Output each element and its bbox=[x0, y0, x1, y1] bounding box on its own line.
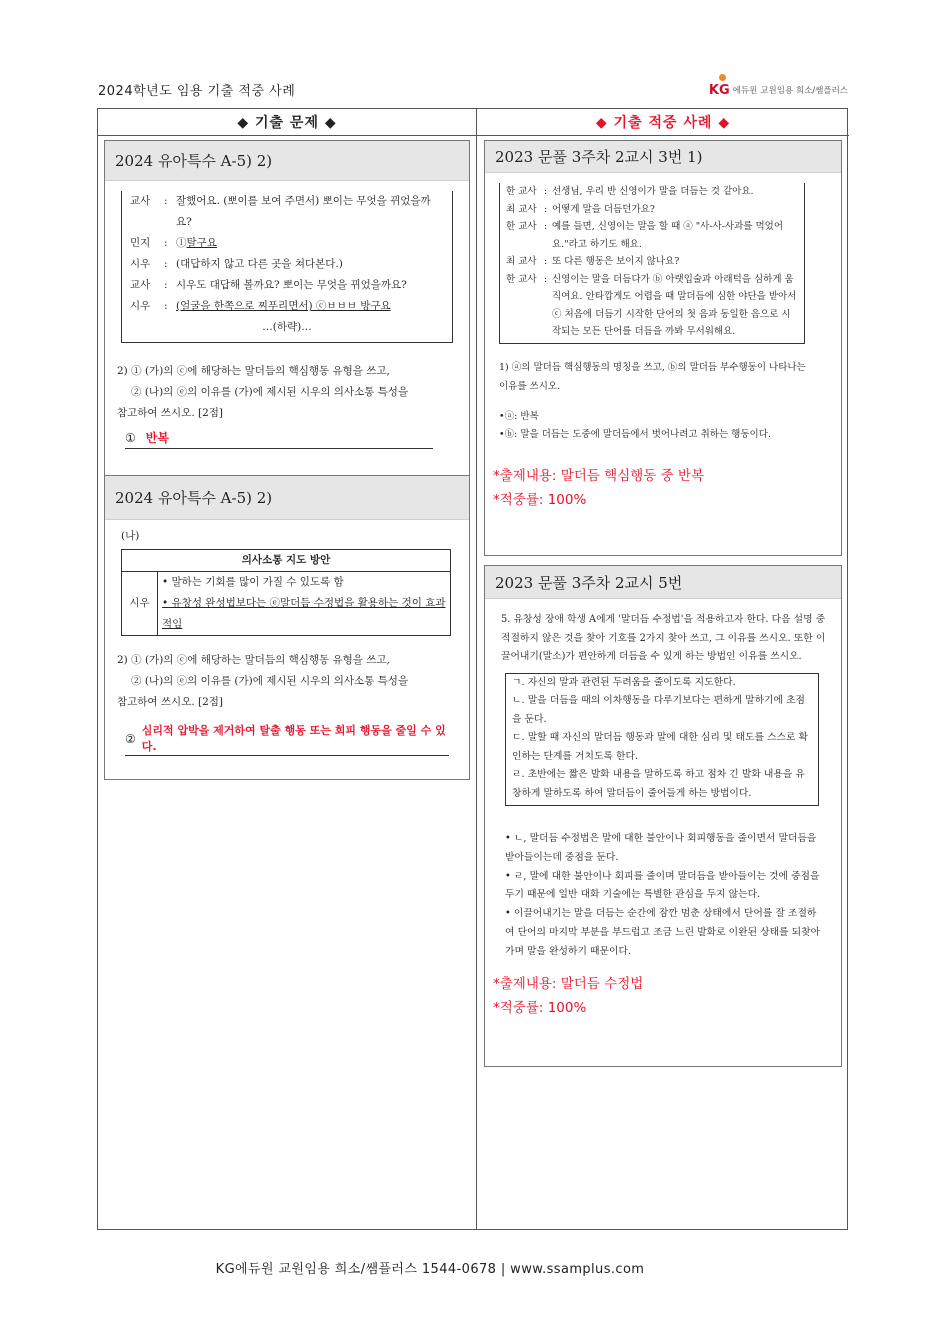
dialogue-box bbox=[121, 191, 453, 343]
row-items: • 말하는 기회를 많이 가질 수 있도록 함 • 유창성 완성법보다는 ⓔ말더듬 수정법을 활용하는 것이 효과적임 bbox=[158, 572, 451, 636]
answer-list: •ⓐ: 반복 •ⓑ: 말을 더듬는 도중에 말더듬에서 벗어나려고 취하는 행동이다. bbox=[499, 410, 771, 440]
column-divider bbox=[476, 109, 477, 1229]
options-box: ㄱ. 자신의 말과 관련된 두려움을 줄이도록 지도한다. ㄴ. 말을 더듬을 때의 이차행동을 다루기보다는 편하게 말하기에 초점을 둔다. ㄷ. 말할 때 자신의 말더듬 행동과 말에 대한 심리 및 태도를 스스로 확인하는 단계를 거치도록 한다. ㄹ. 초반에는 짧은 발화 내용을 말하도록 하고 점차 긴 발화 내용을 유창하게 말하도록 하여 말더듬이 줄어들게 하는 방법이다. bbox=[505, 673, 819, 807]
logo-dot-icon bbox=[719, 74, 726, 81]
kg-eduone-logo bbox=[709, 78, 848, 98]
answer-list: • ㄴ, 말더듬 수정법은 말에 대한 불안이나 회피행동을 줄이면서 말더듬을 받아들이는데 중점을 둔다. • ㄹ, 말에 대한 불안이나 회피를 줄이며 말더듬을 받아들이는 것에 중점을 두기 때문에 일반 대화 기술에는 특별한 관심을 두지 않는다. • 이끌어내기는 말을 더듬는 순간에 잠깐 멈춘 상태에서 단어를 잘 조절하여 단어의 마지막 부분을 부드럽고 조금 느린 발화로 이완된 상태를 되찾아가며 말을 완성하기 때문이다. bbox=[505, 833, 821, 957]
document-title: 2024학년도 임용 기출 적중 사례 bbox=[98, 84, 296, 99]
dialogue-line: 시우 : (대답하지 않고 다른 곳을 쳐다본다.) bbox=[130, 258, 343, 270]
summary-rate: *적중률: 100% bbox=[493, 999, 587, 1016]
ellipsis: …(하략)… bbox=[262, 321, 312, 333]
sub-label: (나) bbox=[121, 530, 140, 542]
dialogue-line: 최 교사 : 또 다른 행동은 보이지 않나요? bbox=[506, 256, 680, 267]
card-title: 2024 유아특수 A-5) 2) bbox=[105, 476, 469, 520]
page-footer: KG에듀원 교원임용 희소/쌤플러스 1544-0678 | www.ssamplus.com bbox=[215, 1262, 645, 1277]
content-frame bbox=[97, 108, 848, 1230]
dialogue-box bbox=[499, 183, 805, 344]
question-text: 5. 유창성 장애 학생 A에게 '말더듬 수정법'을 적용하고자 한다. 다음 설명 중 적절하지 않은 것을 찾아 기호를 2가지 찾아 쓰고, 그 이유를 쓰시오. 또한 이끌어내기(말소)가 편안하게 더듬을 수 있게 하는 방법인 이유를 쓰시오. bbox=[501, 614, 826, 662]
dialogue-line: 교사 : 시우도 대답해 볼까요? 뽀이는 무엇을 뀌었을까요? bbox=[130, 279, 407, 291]
logo-brand: 에듀윈 bbox=[732, 86, 758, 96]
dialogue-line: 한 교사 : 예를 들면, 신영이는 말을 할 때 ⓐ "사-사-사과를 먹었어요."라고 하기도 해요. bbox=[506, 221, 784, 250]
dialogue-line: 한 교사 : 선생님, 우리 반 신영이가 말을 더듬는 것 같아요. bbox=[506, 186, 754, 197]
guide-table-wrap bbox=[121, 549, 451, 636]
answer-text: 심리적 압박을 제거하여 탈출 행동 또는 회피 행동을 줄일 수 있다. bbox=[141, 724, 446, 753]
document-header bbox=[98, 78, 850, 100]
answer-text: 반복 bbox=[145, 431, 169, 445]
guide-table bbox=[121, 549, 451, 636]
card-title: 2023 문풀 3주차 2교시 3번 1) bbox=[485, 141, 841, 173]
summary-content: *출제내용: 말더듬 핵심행동 중 반복 bbox=[493, 467, 705, 484]
summary-block bbox=[493, 464, 841, 512]
prediction-card-2 bbox=[484, 565, 842, 1067]
dialogue-line: 한 교사 : 신영이는 말을 더듬다가 ⓑ 아랫입술과 아래턱을 심하게 움직여요. 안타깝게도 어렵을 때 말더듬에 심한 야단을 받아서 ⓒ 처음에 더듬기 시작한 단어의 첫 음과 동일한 음으로 시작되는 모든 단어를 더듬을 까봐 무서워해요. bbox=[506, 273, 797, 337]
question-text: 2) ① (가)의 ⓒ에 해당하는 말더듬의 핵심행동 유형을 쓰고, ② (나)의 ⓔ의 이유를 (가)에 제시된 시우의 의사소통 특성을 참고하여 쓰시오. [2점] bbox=[117, 654, 409, 708]
card-title: 2023 문풀 3주차 2교시 5번 bbox=[485, 566, 841, 599]
answer-line: ② 심리적 압박을 제거하여 탈출 행동 또는 회피 행동을 줄일 수 있다. bbox=[125, 723, 449, 756]
table-title: 의사소통 지도 방안 bbox=[122, 550, 451, 572]
prediction-card-1 bbox=[484, 140, 842, 556]
summary-block bbox=[493, 972, 841, 1020]
answer-line: ① 반복 bbox=[125, 428, 433, 449]
dialogue-line: 교사 : 잘했어요. (뽀이를 보여 주면서) 뽀이는 무엇을 뀌었을까요? bbox=[130, 195, 431, 228]
left-column-heading: ◆ 기출 문제 ◆ bbox=[98, 109, 476, 136]
summary-rate: *적중률: 100% bbox=[493, 491, 587, 508]
dialogue-line: 시우 : (얼굴을 한쪽으로 찌푸리면서) ⓒㅂㅂㅂ 방구요 bbox=[130, 300, 391, 312]
logo-kg-mark: KG bbox=[709, 83, 730, 98]
dialogue-line: 최 교사 : 어떻게 말을 더듬던가요? bbox=[506, 203, 655, 215]
exam-question-card-1 bbox=[104, 140, 470, 476]
question-text: 1) ⓐ의 말더듬 핵심행동의 명칭을 쓰고, ⓑ의 말더듬 부수행동이 나타나는 이유를 쓰시오. bbox=[499, 361, 806, 392]
logo-subtitle: 교원임용 희소/쌤플러스 bbox=[760, 86, 848, 96]
exam-question-card-2 bbox=[104, 475, 470, 780]
summary-content: *출제내용: 말더듬 수정법 bbox=[493, 975, 644, 992]
question-text: 2) ① (가)의 ⓒ에 해당하는 말더듬의 핵심행동 유형을 쓰고, ② (나)의 ⓔ의 이유를 (가)에 제시된 시우의 의사소통 특성을 참고하여 쓰시오. [2점] bbox=[117, 365, 409, 419]
right-column-heading: ◆ 기출 적중 사례 ◆ bbox=[477, 109, 849, 136]
row-label: 시우 bbox=[122, 572, 158, 636]
dialogue-line: 민지 : ⓛ 탈구요 bbox=[130, 237, 217, 249]
card-title: 2024 유아특수 A-5) 2) bbox=[105, 141, 469, 181]
